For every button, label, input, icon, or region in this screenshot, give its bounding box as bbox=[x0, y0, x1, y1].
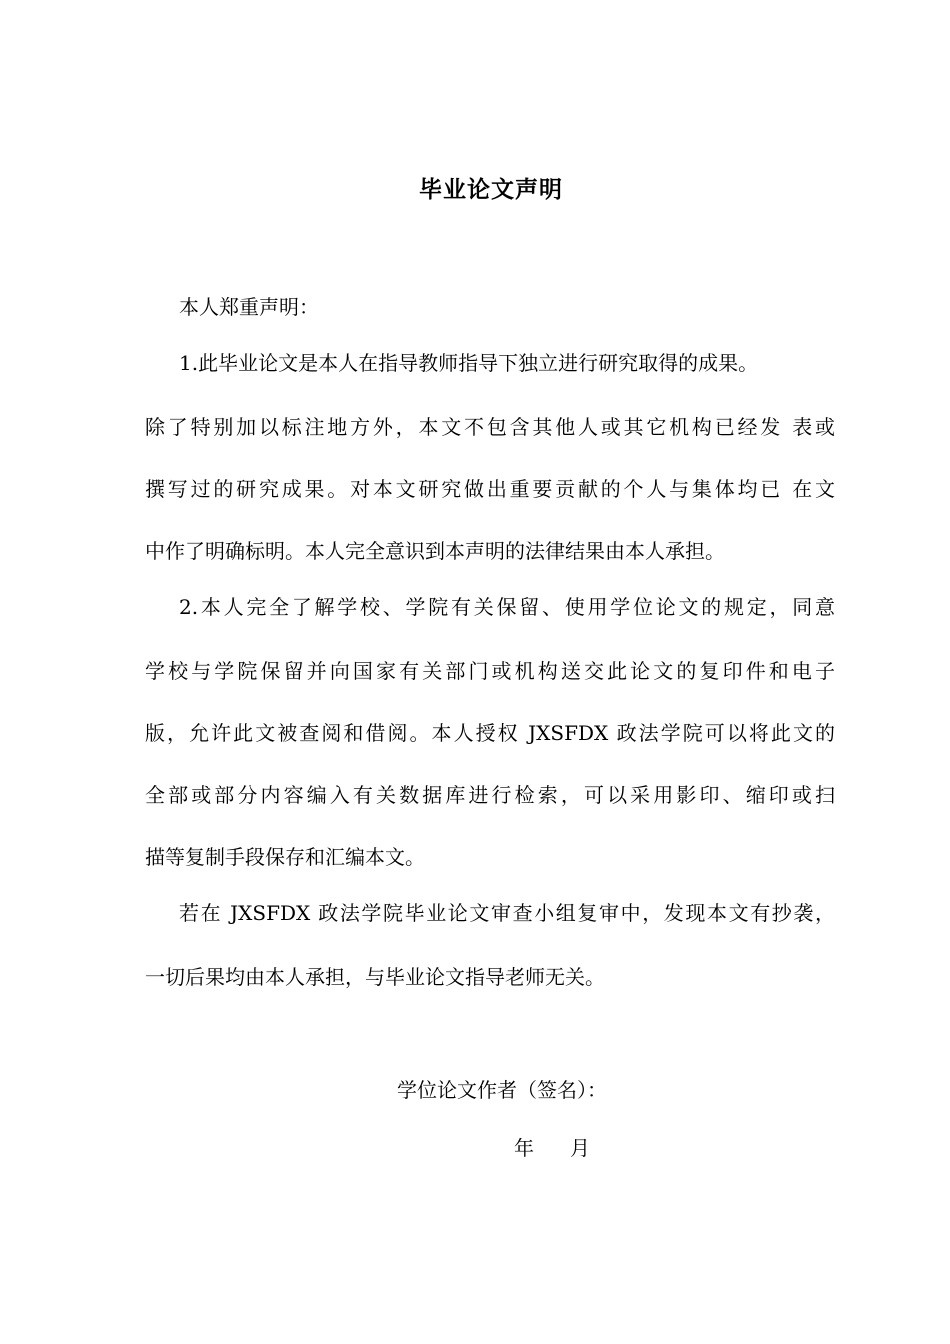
month-label: 月 bbox=[570, 1136, 590, 1160]
page-title: 毕业论文声明 bbox=[419, 177, 563, 203]
paragraph-line: 学校与学院保留并向国家有关部门或机构送交此论文的复印件和电子 bbox=[145, 659, 835, 683]
paragraph-line: 1.此毕业论文是本人在指导教师指导下独立进行研究取得的成果。 bbox=[179, 351, 759, 375]
author-signature-label: 学位论文作者（签名）： bbox=[397, 1078, 607, 1102]
paragraph-line: 撰写过的研究成果。对本文研究做出重要贡献的个人与集体均已 在文 bbox=[145, 477, 835, 501]
paragraph-line: 版，允许此文被查阅和借阅。本人授权 JXSFDX 政法学院可以将此文的 bbox=[145, 721, 835, 745]
paragraph-line: 若在 JXSFDX 政法学院毕业论文审查小组复审中，发现本文有抄袭， bbox=[179, 901, 835, 925]
paragraph-line: 本人郑重声明： bbox=[179, 295, 319, 319]
paragraph-line: 描等复制手段保存和汇编本文。 bbox=[145, 845, 425, 869]
paragraph-line: 一切后果均由本人承担，与毕业论文指导老师无关。 bbox=[145, 965, 605, 989]
paragraph-line: 全部或部分内容编入有关数据库进行检索，可以采用影印、缩印或扫 bbox=[145, 783, 835, 807]
paragraph-line: 2.本人完全了解学校、学院有关保留、使用学位论文的规定，同意 bbox=[179, 595, 835, 619]
paragraph-line: 中作了明确标明。本人完全意识到本声明的法律结果由本人承担。 bbox=[145, 539, 725, 563]
paragraph-line: 除了特别加以标注地方外，本文不包含其他人或其它机构已经发 表或 bbox=[145, 415, 835, 439]
year-label: 年 bbox=[514, 1136, 534, 1160]
